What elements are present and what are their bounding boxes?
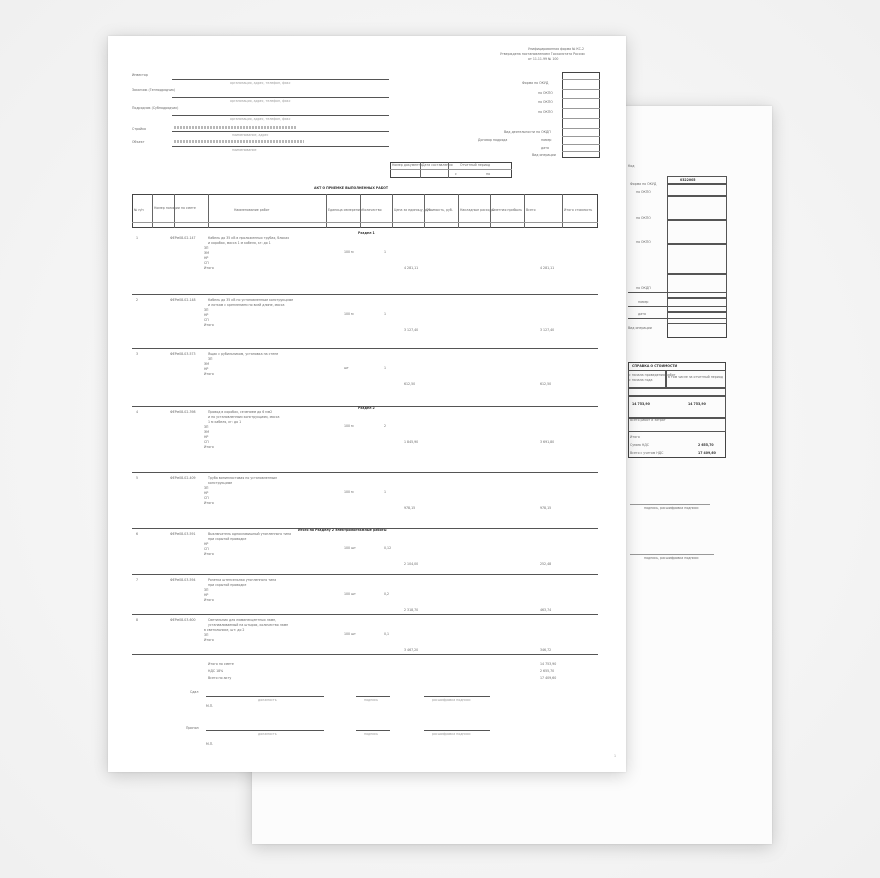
- row-text-line: Итого: [204, 445, 214, 449]
- row-text-line: ЗП: [204, 486, 209, 490]
- row-text-line: устанавливаемый на штырях, количество ламп: [208, 623, 289, 627]
- row-text-line: СП: [204, 261, 209, 265]
- row-total: 4 281,11: [540, 266, 555, 270]
- row-total: 252,48: [540, 562, 552, 566]
- row-quantity: 1: [384, 312, 387, 316]
- row-text-line: Итого: [204, 598, 214, 602]
- vat-value: 2 655,70: [540, 669, 555, 673]
- row-text-line: ЗП: [208, 357, 213, 361]
- row-unit: шт: [344, 366, 349, 370]
- row-text-line: ЗП: [204, 308, 209, 312]
- row-quantity: 0,1: [384, 632, 390, 636]
- row-text-line: Светильник для люминесцентных ламп,: [208, 618, 277, 622]
- row-text-line: в светильнике, шт: до 2: [204, 628, 245, 632]
- row-text-line: Ящик с рубильником, установка на стене: [208, 352, 279, 356]
- row-text-line: Итого: [204, 323, 214, 327]
- grand-total-value: 17 409,60: [540, 676, 557, 680]
- row-number: 7: [136, 578, 139, 582]
- back-sheet: Код 0322005 Форма по ОКУД по ОКПО по ОКПО по ОКПО по ОКДП номер дата Вид операции СПРАВКА О СТОИМОСТИ с начала проведения работ с начала года в том числе за отчетный период 14 753,90 14 753,90 Всего работ и затрат Итого Сумма НДС 2 655,70 Всего с учетом НДС 17 409,60 подпись, расшифровка подписи подпись, расшифровка подписи: [252, 106, 772, 844]
- row-text-line: Итого: [204, 638, 214, 642]
- row-text-line: СП: [204, 547, 209, 551]
- stamp-label-2: М.П.: [206, 742, 214, 746]
- stamp-label-1: М.П.: [206, 704, 214, 708]
- row-total: 463,74: [540, 608, 552, 612]
- row-total: 612,50: [540, 382, 552, 386]
- row-text-line: Итого: [204, 266, 214, 270]
- row-divider: [132, 348, 598, 349]
- row-unit: 100 м: [344, 490, 354, 494]
- section-2-total-label: Итого по Разделу 2 Электромонтажные работы: [298, 528, 387, 532]
- investor-label: Инвестор: [132, 73, 148, 77]
- row-price: 2 104,00: [404, 562, 419, 566]
- row-quantity: 1: [384, 366, 387, 370]
- row-price: 978,15: [404, 506, 416, 510]
- row-text-line: Кабель до 35 кВ по установленным конструкциям: [208, 298, 293, 302]
- row-number: 1: [136, 236, 139, 240]
- row-text-line: НР: [204, 593, 209, 597]
- row-divider: [132, 614, 598, 615]
- row-quantity: 1: [384, 250, 387, 254]
- row-unit: 100 шт: [344, 592, 356, 596]
- row-quantity: 2: [384, 424, 387, 428]
- form-label: Унифицированная форма № КС-2: [528, 47, 585, 51]
- row-text-line: и коробах, масса 1 м кабеля, кг: до 1: [208, 241, 271, 245]
- row-text-line: ЭМ: [204, 251, 209, 255]
- row-unit: 100 м: [344, 250, 354, 254]
- row-code: ФЕРм08-03-594: [170, 578, 196, 582]
- summary-title: СПРАВКА О СТОИМОСТИ: [632, 364, 678, 368]
- row-text-line: 1 м кабеля, кг: до 1: [208, 420, 242, 424]
- row-text-line: конструкциям: [208, 481, 232, 485]
- vat-label: НДС 18%: [208, 669, 224, 673]
- row-quantity: 1: [384, 490, 387, 494]
- row-text-line: и лоткам с креплением по всей длине, масса: [208, 303, 285, 307]
- row-text-line: СП: [204, 496, 209, 500]
- row-number: 8: [136, 618, 139, 622]
- row-divider: [132, 294, 598, 295]
- row-text-line: ЭМ: [204, 430, 209, 434]
- handed-label: Сдал: [190, 690, 199, 694]
- row-divider: [132, 574, 598, 575]
- page-number: 1: [614, 754, 617, 758]
- front-sheet: Унифицированная форма № КС-2 Утверждена постановлением Госкомстата России от 11.11.99 № 100 Инвестор организация, адрес, телефон, факс Заказчик (Генподрядчик) организация, адрес, телефон, факс Подрядчик (Субподрядчик) организация, адрес, телефон, факс Стройка наименование, адрес Объект наименование Форма по ОКУД по ОКПО по ОКПО по ОКПО Вид деятельности по ОКДП Договор подряда номер дата Вид операции Номер документа Дата составления Отчетный период с по АКТ О ПРИЕМКЕ ВЫПОЛНЕННЫХ РАБОТ № п/п Номер позиции по смете Наименование работ Единица измерения Количество Цена за единицу, руб. Стоимость, руб. Накладные расходы Сметная прибыль Всего Итого стоимость Раздел 1 1 ФЕРм08-02-147 Кабель до 35 кВ в проложенных трубах, блоках и коробах, масса 1 м кабеля, кг: до 1 ЗП ЭМ НР СП Итого 100 м 1 4 281,11 4 281,11 2 ФЕРм08-02-148 Кабель до 35 кВ по установленным конструкциям и лоткам с креплением по всей длине, масса ЗП НР СП Итого 100 м 1 3 127,40 3 127,40 3 ФЕРм08-03-573 Ящик с рубильником, установка на стене ЗП ЭМ НР Итого шт 1 612,50 612,50 4 ФЕРм08-02-398 Провод в коробах, сечением до 6 мм2 и по установленным конструкциям, масса 1 м кабеля, кг: до 1 ЗП ЭМ НР СП Итого 100 м 2 1 845,90 3 691,80 5 ФЕРм08-02-409 Труба винипластовая по установленным конструкциям ЗП НР СП Итого 100 м 1 978,15 978,15 6 ФЕРм08-03-591 Выключатель одноклавишный утопленного типа при скрытой проводке НР СП Итого 100 шт 0,12 2 104,00 252,48 7 ФЕРм08-03-594 Розетка штепсельная утопленного типа при скрытой проводке ЗП НР Итого 100 шт 0,2 2 318,70 463,74 8 ФЕРм08-03-600 Светильник для люминесцентных ламп, устанавливаемый на штырях, количество ламп в светильнике, шт: до 2 ЗП Итого 100 шт 0,1 3 467,20 346,72 Раздел 2 Итого по Разделу 2 Электромонтажные работы Итого по смете НДС 18% Всего по акту 14 753,90 2 655,70 17 409,60 Сдал должность подпись расшифровка подписи М.П. Принял должность подпись расшифровка подписи М.П. 1: [108, 36, 626, 772]
- row-text-line: Труба винипластовая по установленным: [208, 476, 277, 480]
- contractor-label: Подрядчик (Субподрядчик): [132, 106, 179, 110]
- construction-label: Стройка: [132, 127, 147, 131]
- row-price: 1 845,90: [404, 440, 419, 444]
- row-price: 3 127,40: [404, 328, 419, 332]
- row-code: ФЕРм08-02-409: [170, 476, 196, 480]
- total-value: 14 753,90: [540, 662, 557, 666]
- grand-total-label: Всего по акту: [208, 676, 232, 680]
- object-label: Объект: [132, 140, 145, 144]
- row-unit: 100 м: [344, 424, 354, 428]
- row-text-line: Итого: [204, 501, 214, 505]
- row-divider: [132, 654, 598, 655]
- row-text-line: НР: [204, 435, 209, 439]
- row-text-line: ЭМ: [204, 362, 209, 366]
- row-total: 3 127,40: [540, 328, 555, 332]
- row-unit: 100 м: [344, 312, 354, 316]
- row-text-line: ЗП: [204, 633, 209, 637]
- row-text-line: НР: [204, 313, 209, 317]
- row-code: ФЕРм08-03-600: [170, 618, 196, 622]
- row-total: 346,72: [540, 648, 552, 652]
- row-code: ФЕРм08-03-573: [170, 352, 196, 356]
- accepted-label: Принял: [186, 726, 199, 730]
- row-text-line: СП: [204, 318, 209, 322]
- row-text-line: и по установленным конструкциям, масса: [208, 415, 280, 419]
- row-total: 3 691,80: [540, 440, 555, 444]
- row-number: 5: [136, 476, 139, 480]
- row-price: 2 318,70: [404, 608, 419, 612]
- row-text-line: Кабель до 35 кВ в проложенных трубах, блоках: [208, 236, 290, 240]
- row-text-line: Провод в коробах, сечением до 6 мм2: [208, 410, 273, 414]
- row-code: ФЕРм08-02-398: [170, 410, 196, 414]
- back-code-value: 0322005: [680, 178, 696, 182]
- row-text-line: Итого: [204, 552, 214, 556]
- row-unit: 100 шт: [344, 546, 356, 550]
- row-text-line: НР: [204, 367, 209, 371]
- row-text-line: ЗП: [204, 246, 209, 250]
- row-text-line: ЗП: [204, 425, 209, 429]
- row-quantity: 0,2: [384, 592, 390, 596]
- total-label: Итого по смете: [208, 662, 234, 666]
- codes-column: [562, 72, 600, 158]
- row-code: ФЕРм08-02-147: [170, 236, 196, 240]
- row-number: 3: [136, 352, 139, 356]
- document-title: АКТ О ПРИЕМКЕ ВЫПОЛНЕННЫХ РАБОТ: [314, 186, 389, 190]
- customer-label: Заказчик (Генподрядчик): [132, 88, 176, 92]
- row-text-line: ЗП: [204, 588, 209, 592]
- row-text-line: НР: [204, 256, 209, 260]
- row-price: 3 467,20: [404, 648, 419, 652]
- row-text-line: при скрытой проводке: [208, 537, 247, 541]
- row-text-line: Выключатель одноклавишный утопленного типа: [208, 532, 292, 536]
- row-number: 6: [136, 532, 139, 536]
- row-code: ФЕРм08-02-148: [170, 298, 196, 302]
- row-text-line: СП: [204, 440, 209, 444]
- row-text-line: Розетка штепсельная утопленного типа: [208, 578, 277, 582]
- row-unit: 100 шт: [344, 632, 356, 636]
- row-text-line: НР: [204, 491, 209, 495]
- row-quantity: 0,12: [384, 546, 392, 550]
- row-text-line: при скрытой проводке: [208, 583, 247, 587]
- row-text-line: НР: [204, 542, 209, 546]
- row-divider: [132, 472, 598, 473]
- row-price: 4 281,11: [404, 266, 419, 270]
- section-2-label: Раздел 2: [358, 406, 375, 410]
- row-text-line: Итого: [204, 372, 214, 376]
- section-1-label: Раздел 1: [358, 231, 375, 235]
- back-code-label: Код: [628, 164, 635, 168]
- row-number: 2: [136, 298, 139, 302]
- row-number: 4: [136, 410, 139, 414]
- row-price: 612,50: [404, 382, 416, 386]
- row-total: 978,15: [540, 506, 552, 510]
- row-code: ФЕРм08-03-591: [170, 532, 196, 536]
